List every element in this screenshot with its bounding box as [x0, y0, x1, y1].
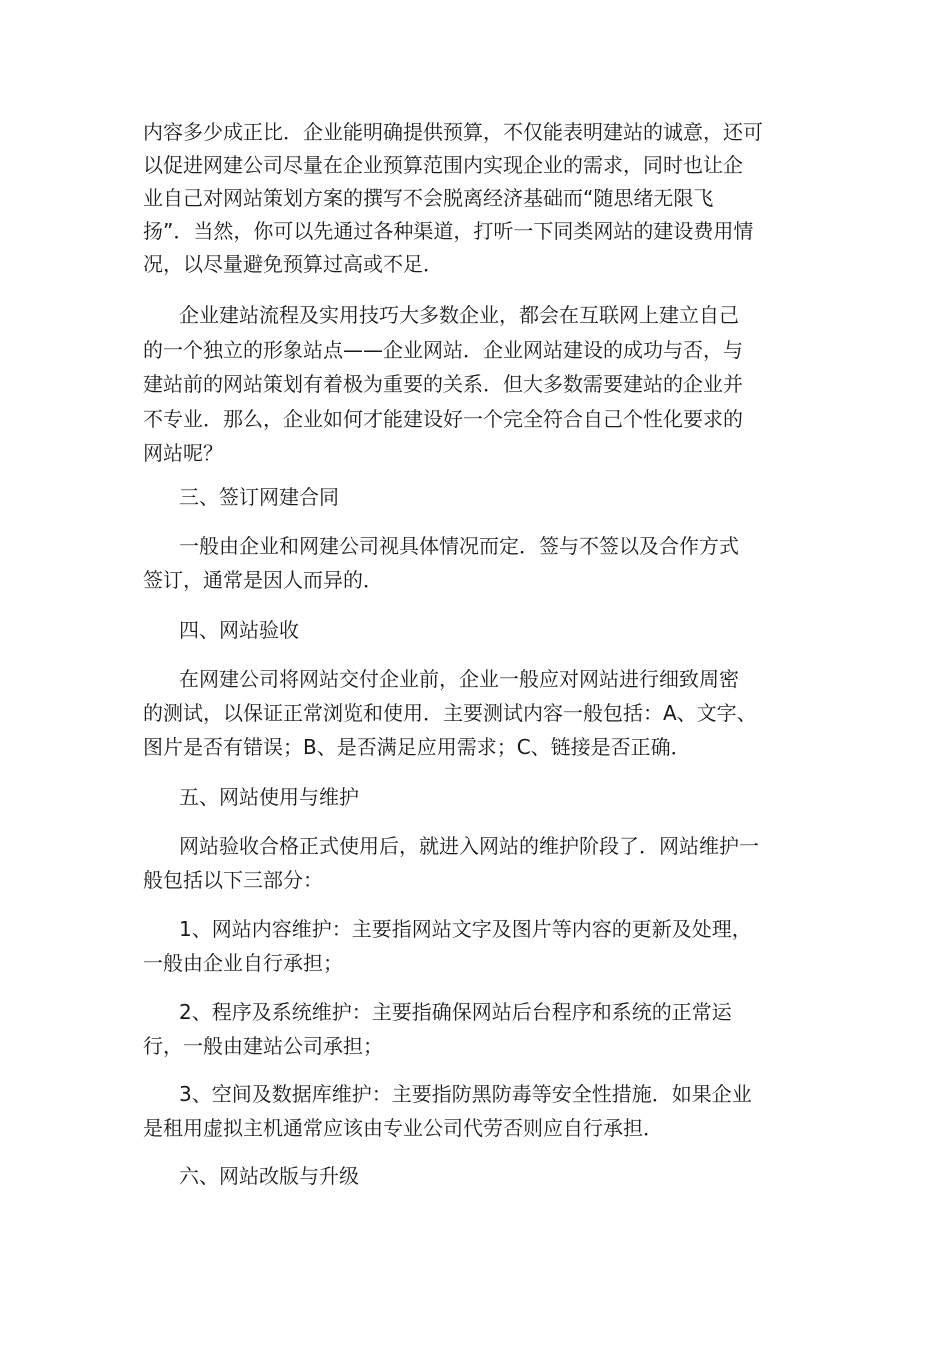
text-line: 1、网站内容维护：主要指网站文字及图片等内容的更新及处理，: [179, 917, 752, 941]
text-line: 2、程序及系统维护：主要指确保网站后台程序和系统的正常运: [179, 1000, 732, 1024]
text-line: 般包括以下三部分：: [143, 868, 323, 892]
text-line: 以促进网建公司尽量在企业预算范围内实现企业的需求，同时也让企: [143, 153, 743, 177]
text-line: 况，以尽量避免预算过高或不足．: [143, 252, 443, 276]
text-line: 3、空间及数据库维护：主要指防黑防毒等安全性措施．如果企业: [179, 1082, 752, 1106]
text-line: 是租用虚拟主机通常应该由专业公司代劳否则应自行承担．: [143, 1116, 663, 1140]
text-line: 不专业．那么，企业如何才能建设好一个完全符合自己个性化要求的: [143, 406, 743, 431]
text-line: 一般由企业自行承担；: [143, 951, 343, 975]
text-line: 三、签订网建合同: [179, 485, 339, 509]
text-line: 网站呢？: [143, 441, 223, 465]
text-line: 行，一般由建站公司承担；: [143, 1034, 383, 1058]
text-line: 签订，通常是因人而异的．: [143, 568, 383, 592]
text-line: 五、网站使用与维护: [179, 785, 359, 809]
text-line: 六、网站改版与升级: [179, 1164, 359, 1188]
text-line: 四、网站验收: [179, 618, 299, 642]
text-line: 内容多少成正比．企业能明确提供预算，不仅能表明建站的诚意，还可: [143, 120, 763, 144]
text-line: 的测试，以保证正常浏览和使用．主要测试内容一般包括：A、文字、: [143, 701, 757, 725]
text-line: 在网建公司将网站交付企业前，企业一般应对网站进行细致周密: [179, 667, 739, 691]
text-line: 业自己对网站策划方案的撰写不会脱离经济基础而“随思绪无限飞: [143, 186, 714, 210]
text-line: 建站前的网站策划有着极为重要的关系．但大多数需要建站的企业并: [143, 372, 743, 396]
text-line: 图片是否有错误；B、是否满足应用需求；C、链接是否正确．: [143, 735, 691, 759]
text-line: 网站验收合格正式使用后，就进入网站的维护阶段了．网站维护一: [179, 834, 759, 858]
text-line: 一般由企业和网建公司视具体情况而定．签与不签以及合作方式: [179, 534, 739, 558]
text-line: 扬”．当然，你可以先通过各种渠道，打听一下同类网站的建设费用情: [143, 219, 754, 243]
text-line: 的一个独立的形象站点——企业网站．企业网站建设的成功与否，与: [143, 337, 743, 362]
text-line: 企业建站流程及实用技巧大多数企业，都会在互联网上建立自己: [179, 303, 739, 327]
